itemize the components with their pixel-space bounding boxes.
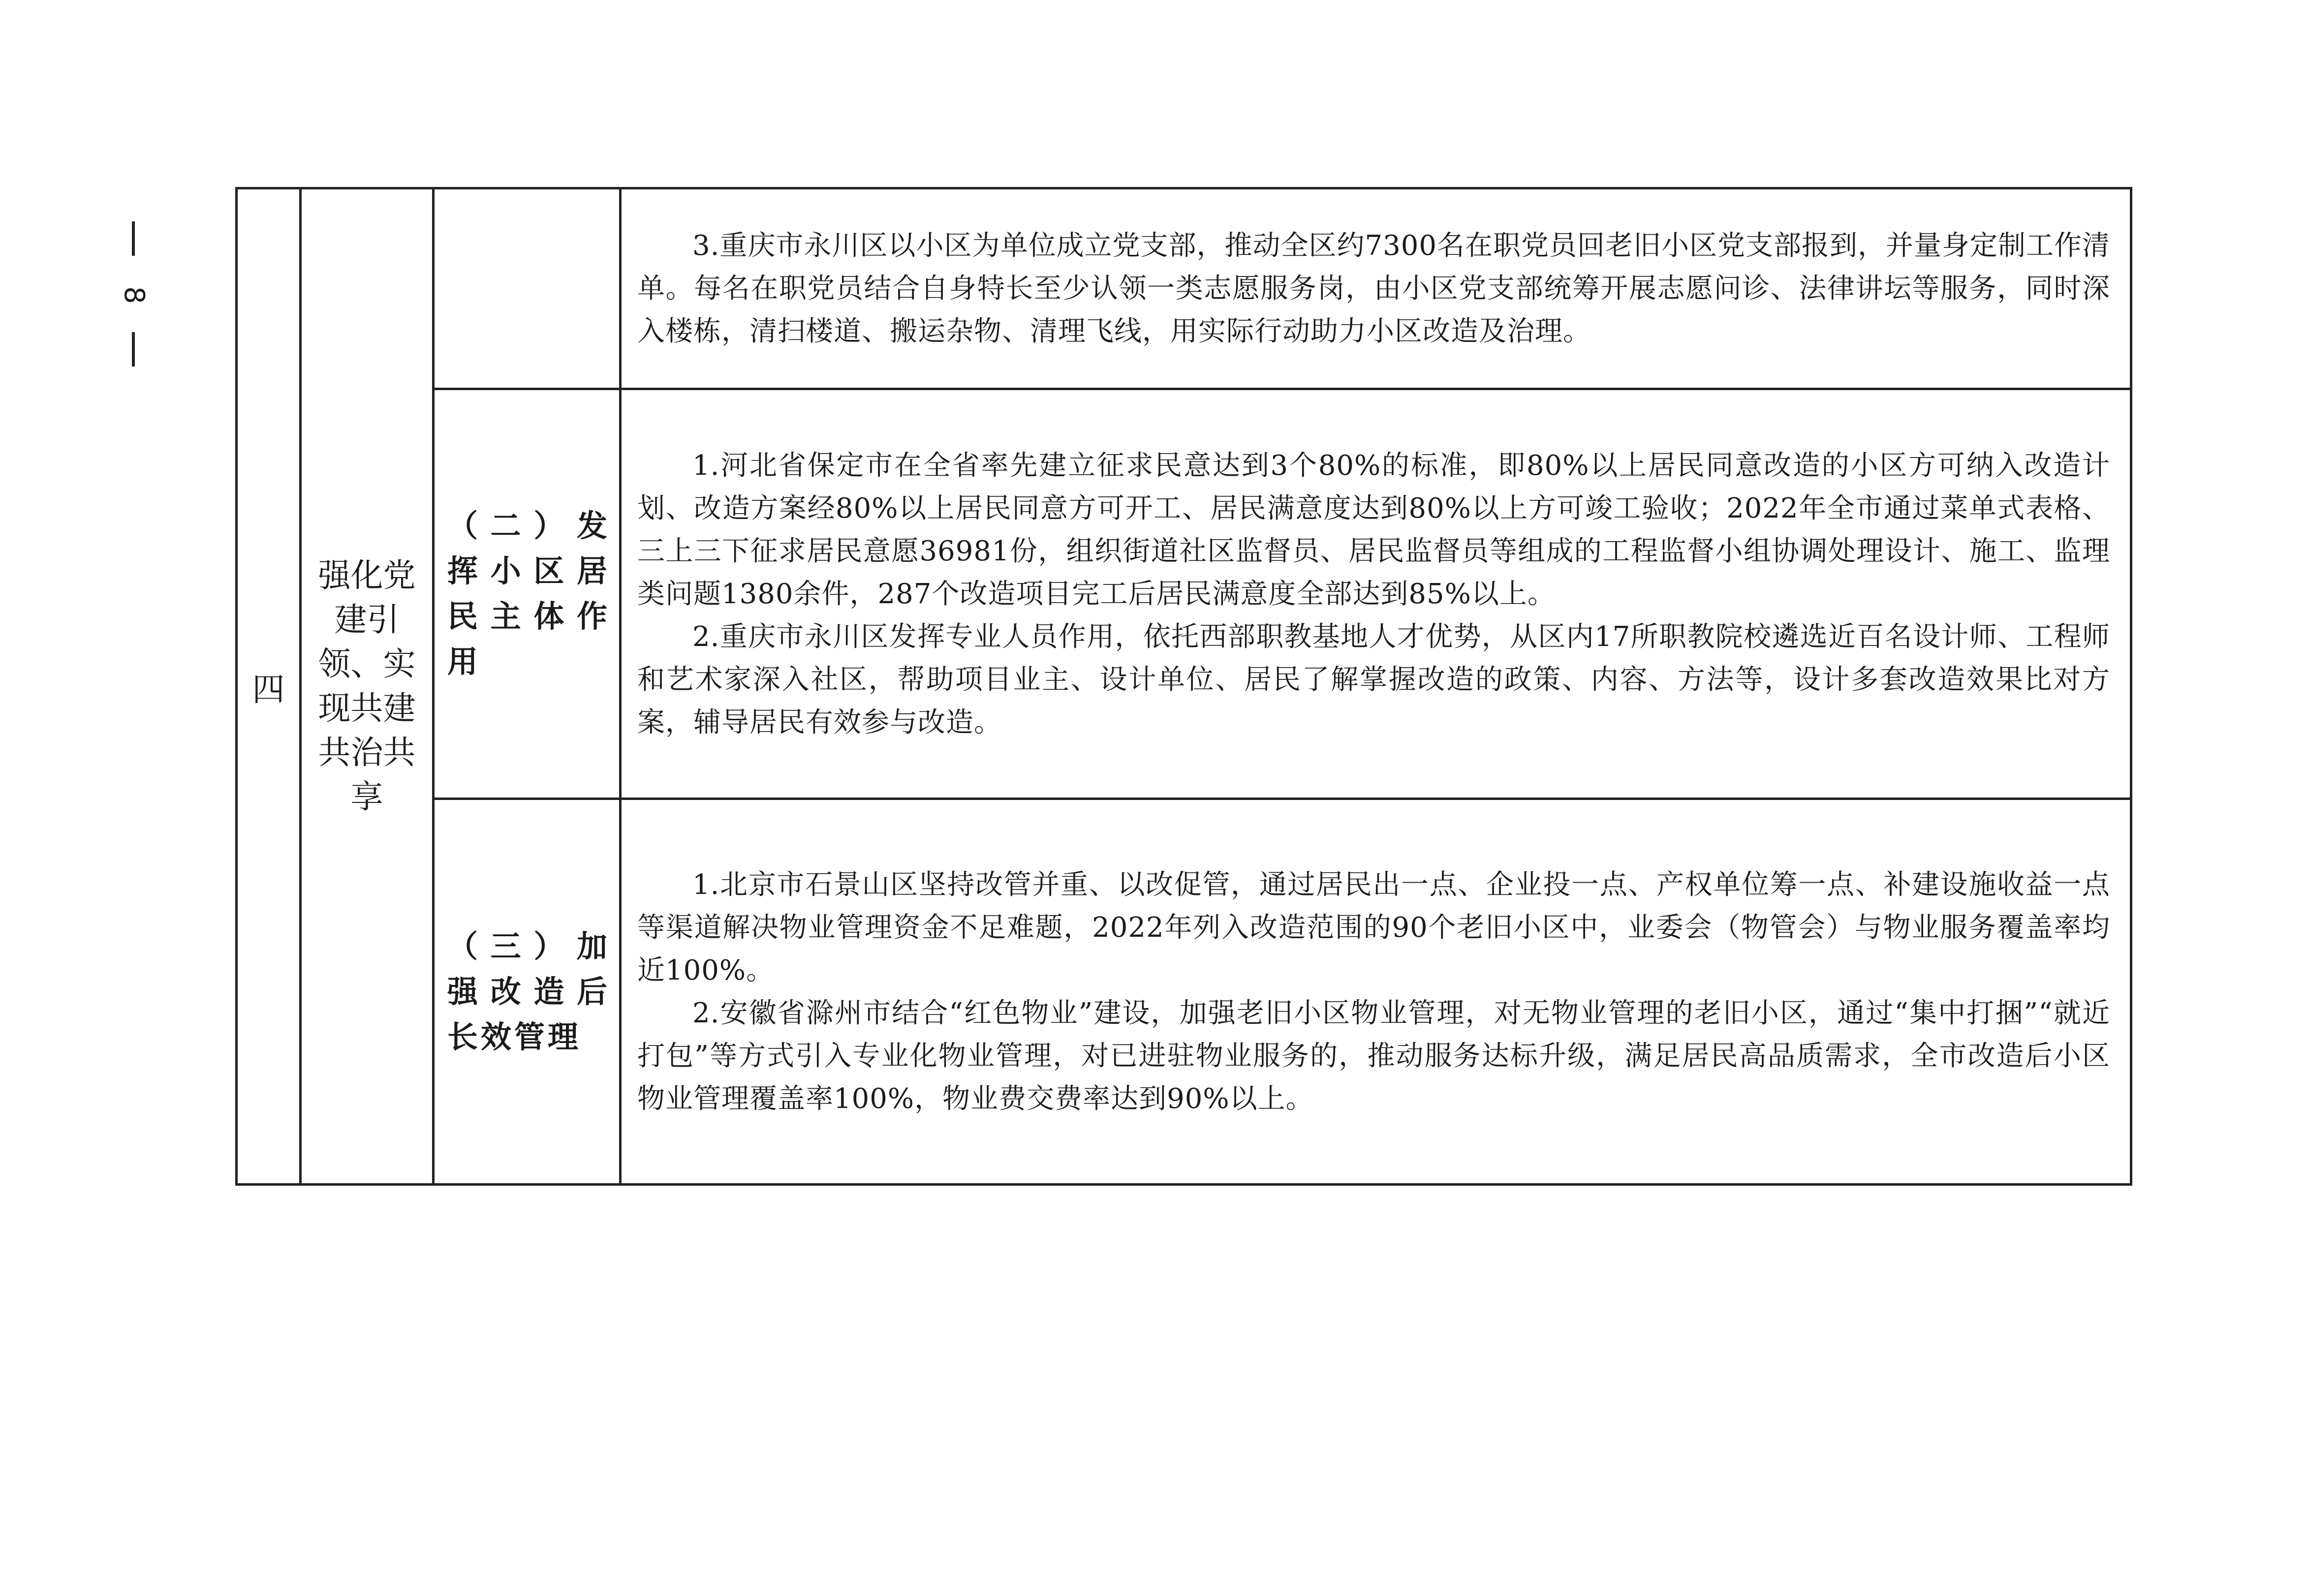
content-paragraph: 3.重庆市永川区以小区为单位成立党支部，推动全区约7300名在职党员回老旧小区党支部报到，并量身定制工作清单。每名在职党员结合自身特长至少认领一类志愿服务岗，由小区党支部统筹开展志愿问诊、法律讲坛等服务，同时深入楼栋，清扫楼道、搬运杂物、清理飞线，用实际行动助力小区改造及治理。 xyxy=(637,230,2110,347)
section-title: 强化党建引领、实现共建共治共享 xyxy=(301,188,434,1185)
table-row xyxy=(237,389,2131,799)
subsection-title-empty xyxy=(434,188,621,389)
content-cell xyxy=(621,389,2131,799)
content-paragraph: 1.河北省保定市在全省率先建立征求民意达到3个80%的标准，即80%以上居民同意改造的小区方可纳入改造计划、改造方案经80%以上居民同意方可开工、居民满意度达到80%以上方可竣工验收；2022年全市通过菜单式表格、三上三下征求居民意愿36981份，组织街道社区监督员、居民监督员等组成的工程监督小组协调处理设计、施工、监理类问题1380余件，287个改造项目完工后居民满意度全部达到85%以上。 xyxy=(637,449,2110,610)
subsection-title: （三）加强改造后长效管理 xyxy=(434,799,621,1185)
table-row xyxy=(237,188,2131,389)
section-number: 四 xyxy=(237,188,301,1185)
page-number-text: 8 xyxy=(118,286,150,304)
table-row xyxy=(237,799,2131,1185)
page-number xyxy=(114,221,154,369)
measures-table xyxy=(235,187,2132,1186)
page-number-dash-top xyxy=(132,221,135,256)
content-paragraph: 2.安徽省滁州市结合“红色物业”建设，加强老旧小区物业管理，对无物业管理的老旧小区，通过“集中打捆”“就近打包”等方式引入专业化物业管理，对已进驻物业服务的，推动服务达标升级，满足居民高品质需求，全市改造后小区物业管理覆盖率100%，物业费交费率达到90%以上。 xyxy=(637,997,2110,1115)
page-number-dash-bottom xyxy=(132,332,135,367)
content-cell xyxy=(621,799,2131,1185)
content-paragraph: 1.北京市石景山区坚持改管并重、以改促管，通过居民出一点、企业投一点、产权单位筹一点、补建设施收益一点等渠道解决物业管理资金不足难题，2022年列入改造范围的90个老旧小区中，业委会（物管会）与物业服务覆盖率均近100%。 xyxy=(637,868,2110,986)
content-cell xyxy=(621,188,2131,389)
subsection-title: （二）发挥小区居民主体作用 xyxy=(434,389,621,799)
content-paragraph: 2.重庆市永川区发挥专业人员作用，依托西部职教基地人才优势，从区内17所职教院校遴选近百名设计师、工程师和艺术家深入社区，帮助项目业主、设计单位、居民了解掌握改造的政策、内容、方法等，设计多套改造效果比对方案，辅导居民有效参与改造。 xyxy=(637,620,2110,738)
